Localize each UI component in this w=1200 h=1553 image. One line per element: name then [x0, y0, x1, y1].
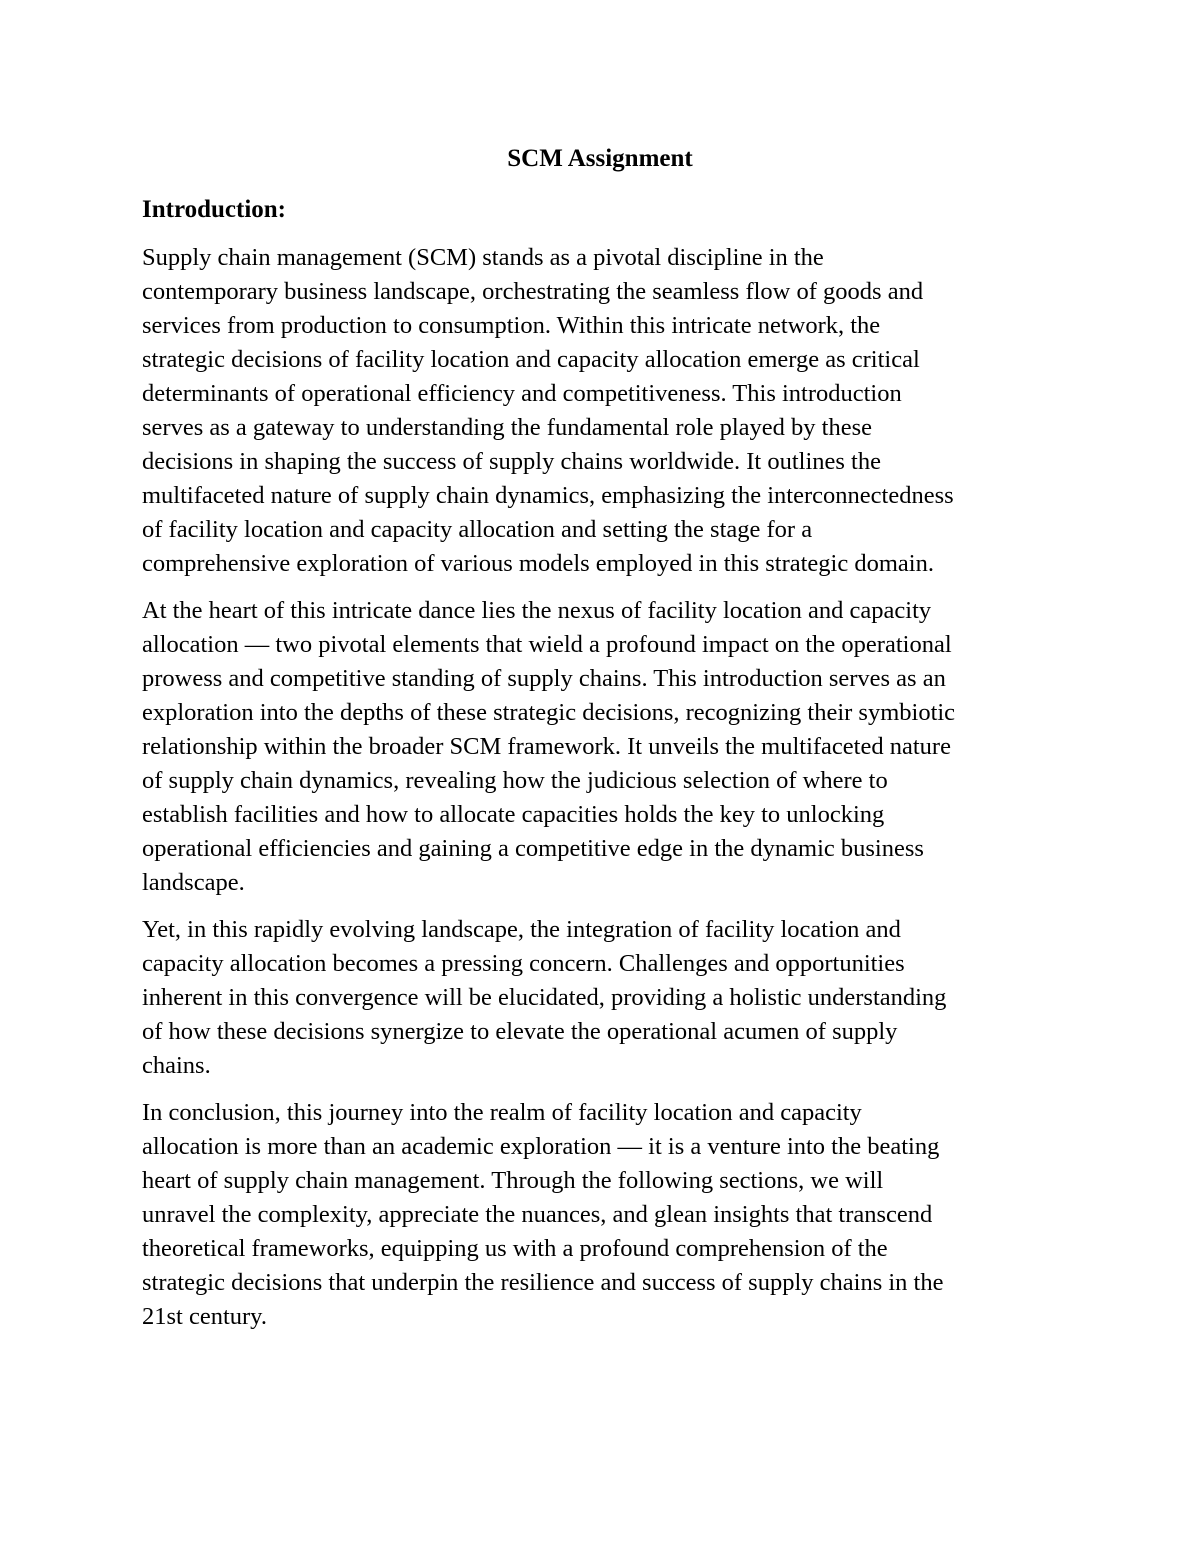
- text-line: allocation is more than an academic exploration — it is a venture into the beating: [142, 1133, 940, 1160]
- text-line: theoretical frameworks, equipping us with a profound comprehension of the: [142, 1235, 888, 1262]
- text-line: chains.: [142, 1052, 211, 1079]
- paragraph-3: [142, 913, 1062, 1083]
- document-title: SCM Assignment: [507, 145, 693, 172]
- body-text: [142, 241, 1062, 1347]
- text-line: strategic decisions of facility location and capacity allocation emerge as critical: [142, 346, 920, 373]
- text-line: unravel the complexity, appreciate the nuances, and glean insights that transcend: [142, 1201, 933, 1228]
- text-line: landscape.: [142, 869, 245, 896]
- text-line: exploration into the depths of these strategic decisions, recognizing their symbiotic: [142, 699, 956, 726]
- text-line: allocation — two pivotal elements that wield a profound impact on the operational: [142, 631, 952, 658]
- text-line: multifaceted nature of supply chain dynamics, emphasizing the interconnectedness: [142, 482, 954, 509]
- text-line: of supply chain dynamics, revealing how the judicious selection of where to: [142, 767, 888, 794]
- text-line: services from production to consumption. Within this intricate network, the: [142, 312, 881, 339]
- text-line: of facility location and capacity allocation and setting the stage for a: [142, 516, 813, 543]
- text-line: 21st century.: [142, 1303, 267, 1330]
- text-line: In conclusion, this journey into the realm of facility location and capacity: [142, 1099, 862, 1126]
- text-line: strategic decisions that underpin the resilience and success of supply chains in the: [142, 1269, 944, 1296]
- text-line: operational efficiencies and gaining a competitive edge in the dynamic business: [142, 835, 924, 862]
- paragraph-1: [142, 241, 1062, 581]
- paragraph-4: [142, 1096, 1062, 1334]
- text-line: inherent in this convergence will be elucidated, providing a holistic understanding: [142, 984, 947, 1011]
- text-line: capacity allocation becomes a pressing concern. Challenges and opportunities: [142, 950, 905, 977]
- text-line: Yet, in this rapidly evolving landscape, the integration of facility location and: [142, 916, 901, 943]
- text-line: determinants of operational efficiency and competitiveness. This introduction: [142, 380, 902, 407]
- text-line: Supply chain management (SCM) stands as a pivotal discipline in the: [142, 244, 824, 271]
- text-line: relationship within the broader SCM framework. It unveils the multifaceted nature: [142, 733, 951, 760]
- text-line: decisions in shaping the success of supply chains worldwide. It outlines the: [142, 448, 881, 475]
- text-line: prowess and competitive standing of supply chains. This introduction serves as an: [142, 665, 946, 692]
- text-line: contemporary business landscape, orchestrating the seamless flow of goods and: [142, 278, 924, 305]
- paragraph-2: [142, 594, 1062, 900]
- text-line: of how these decisions synergize to elevate the operational acumen of supply: [142, 1018, 898, 1045]
- text-line: At the heart of this intricate dance lies the nexus of facility location and capacity: [142, 597, 932, 624]
- text-line: heart of supply chain management. Through the following sections, we will: [142, 1167, 884, 1194]
- text-line: establish facilities and how to allocate capacities holds the key to unlocking: [142, 801, 885, 828]
- text-line: comprehensive exploration of various models employed in this strategic domain.: [142, 550, 934, 577]
- text-line: serves as a gateway to understanding the fundamental role played by these: [142, 414, 872, 441]
- section-heading: Introduction:: [142, 196, 287, 223]
